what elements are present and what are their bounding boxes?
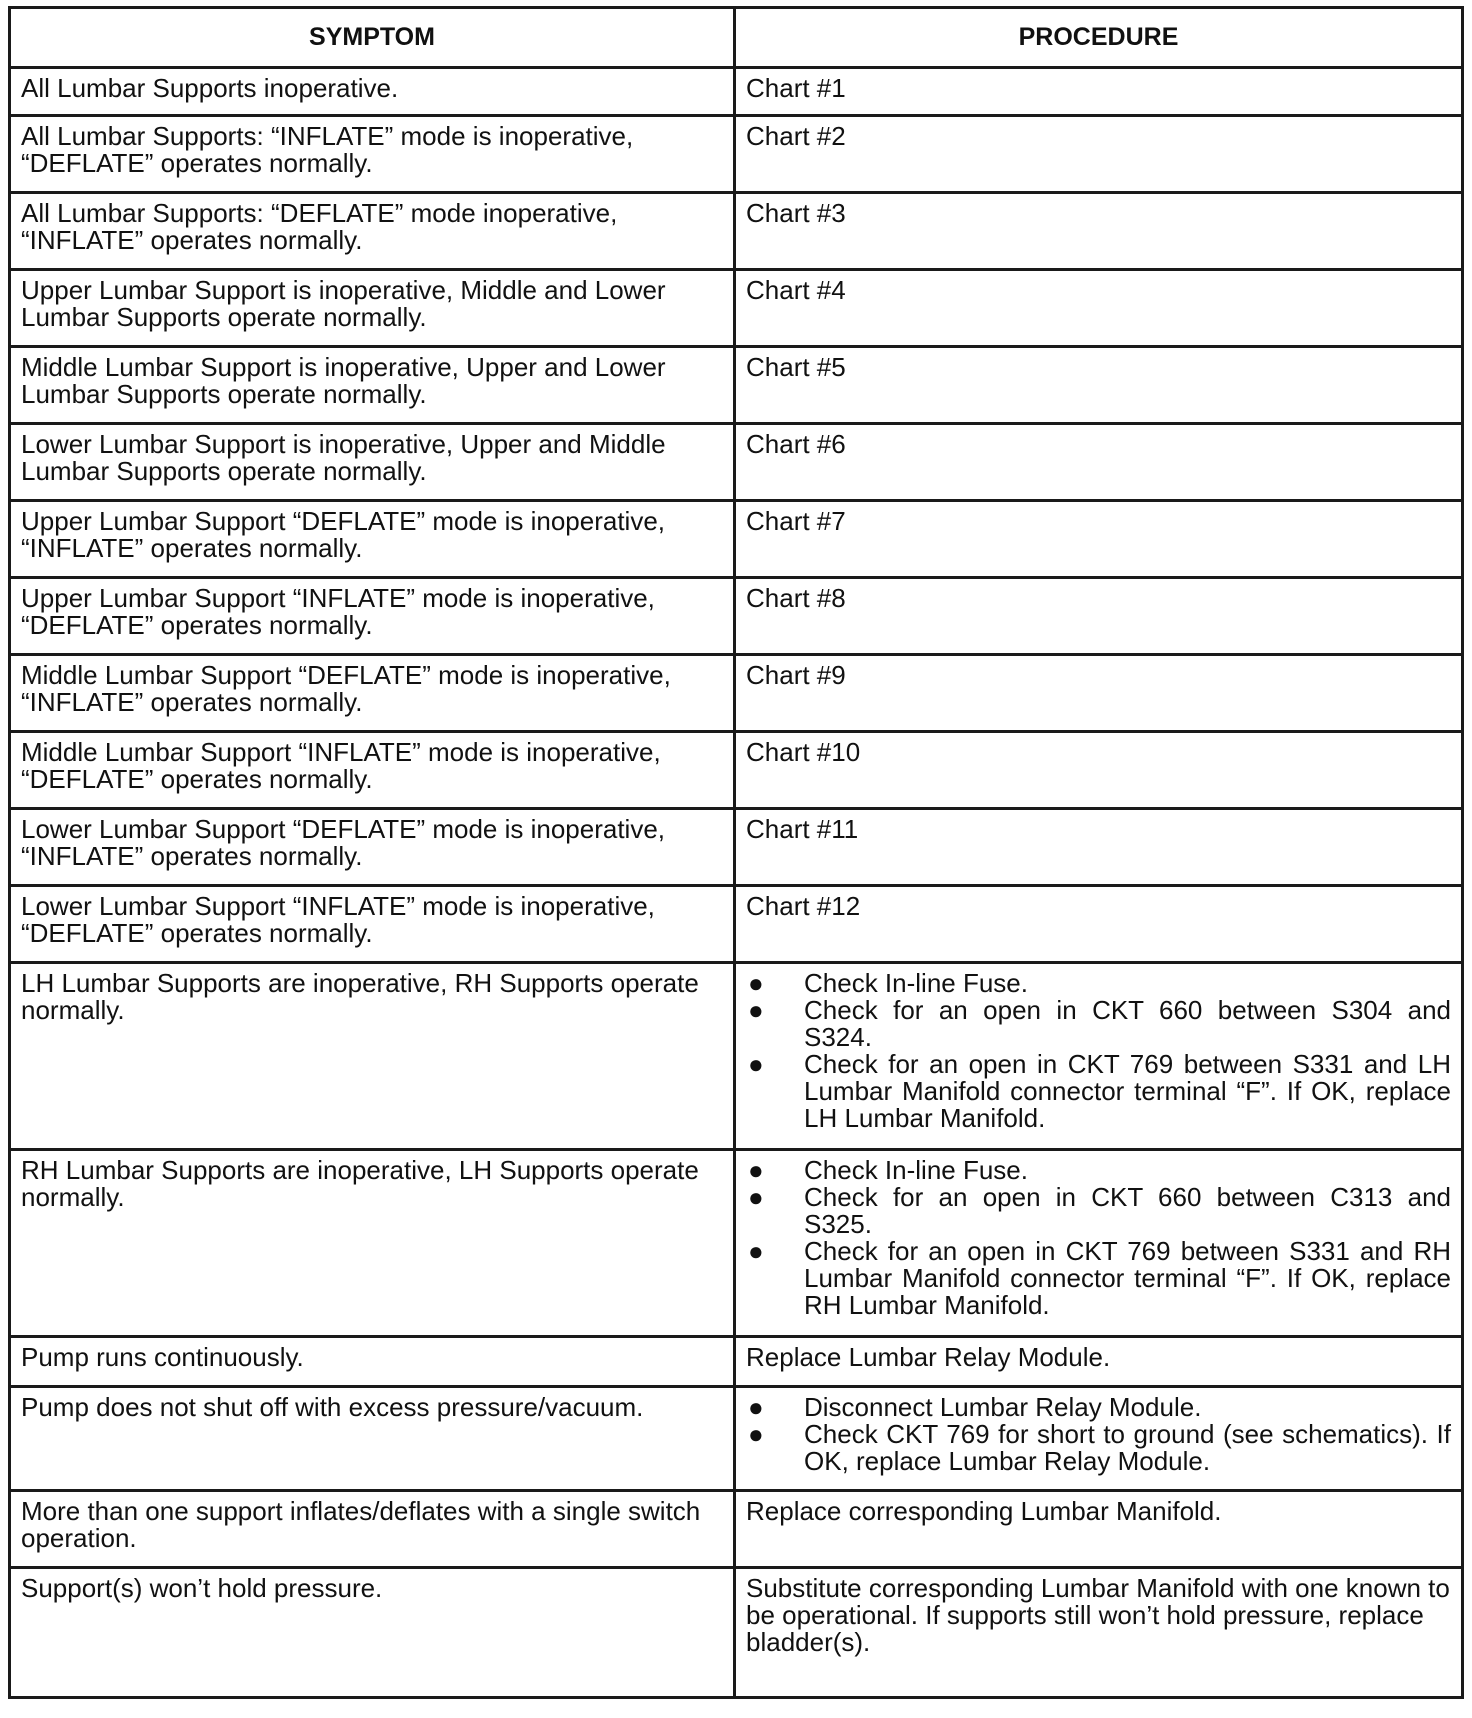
- symptom-cell: Upper Lumbar Support “INFLATE” mode is inoperative, “DEFLATE” operates normally.: [10, 578, 735, 655]
- table-row: [10, 68, 1463, 116]
- chart-reference: Chart #10: [735, 732, 1463, 809]
- chart-reference: Chart #12: [735, 886, 1463, 963]
- table-row: [10, 886, 1463, 963]
- bullet-icon: ●: [748, 1419, 764, 1449]
- symptom-cell: Middle Lumbar Support “INFLATE” mode is inoperative, “DEFLATE” operates normally.: [10, 732, 735, 809]
- procedure-cell: [735, 963, 1463, 1150]
- table-row: [10, 1337, 1463, 1387]
- procedure-steps: [746, 1394, 1451, 1475]
- procedure-cell: Substitute corresponding Lumbar Manifold with one known to be operational. If supports still won’t hold pressure, replace bladder(s).: [735, 1568, 1463, 1698]
- symptom-cell: More than one support inflates/deflates with a single switch operation.: [10, 1491, 735, 1568]
- symptom-cell: All Lumbar Supports: “DEFLATE” mode inoperative, “INFLATE” operates normally.: [10, 193, 735, 270]
- table-row: [10, 501, 1463, 578]
- diagnosis-table: [8, 6, 1464, 1699]
- chart-reference: Chart #7: [735, 501, 1463, 578]
- procedure-cell: [735, 1387, 1463, 1491]
- procedure-header: PROCEDURE: [735, 8, 1463, 68]
- chart-reference: Chart #2: [735, 116, 1463, 193]
- table-row: [10, 116, 1463, 193]
- bullet-icon: ●: [748, 968, 764, 998]
- procedure-step: [746, 1184, 1451, 1238]
- bullet-icon: ●: [748, 1182, 764, 1212]
- procedure-step: [746, 970, 1451, 997]
- chart-reference: Chart #8: [735, 578, 1463, 655]
- chart-reference: Chart #5: [735, 347, 1463, 424]
- table-row: [10, 1150, 1463, 1337]
- bullet-icon: ●: [748, 1236, 764, 1266]
- symptom-cell: Upper Lumbar Support is inoperative, Middle and Lower Lumbar Supports operate normally.: [10, 270, 735, 347]
- symptom-cell: Pump runs continuously.: [10, 1337, 735, 1387]
- procedure-cell: Replace Lumbar Relay Module.: [735, 1337, 1463, 1387]
- symptom-cell: Lower Lumbar Support “INFLATE” mode is inoperative, “DEFLATE” operates normally.: [10, 886, 735, 963]
- step-text: Check for an open in CKT 769 between S331 and RH Lumbar Manifold connector terminal “F”. If OK, replace RH Lumbar Manifold.: [804, 1236, 1451, 1320]
- table-row: [10, 809, 1463, 886]
- symptom-cell: RH Lumbar Supports are inoperative, LH Supports operate normally.: [10, 1150, 735, 1337]
- symptom-cell: Middle Lumbar Support “DEFLATE” mode is inoperative, “INFLATE” operates normally.: [10, 655, 735, 732]
- table-row: [10, 193, 1463, 270]
- bullet-icon: ●: [748, 1049, 764, 1079]
- table-row: [10, 424, 1463, 501]
- table-row: [10, 655, 1463, 732]
- bullet-icon: ●: [748, 995, 764, 1025]
- chart-reference: Chart #3: [735, 193, 1463, 270]
- procedure-step: [746, 1051, 1451, 1132]
- symptom-cell: Pump does not shut off with excess pressure/vacuum.: [10, 1387, 735, 1491]
- table-row: [10, 270, 1463, 347]
- procedure-cell: [735, 1150, 1463, 1337]
- bullet-icon: ●: [748, 1392, 764, 1422]
- header-row: [10, 8, 1463, 68]
- procedure-steps: [746, 1157, 1451, 1319]
- step-text: Disconnect Lumbar Relay Module.: [804, 1392, 1202, 1422]
- table-row: [10, 578, 1463, 655]
- chart-reference: Chart #11: [735, 809, 1463, 886]
- procedure-step: [746, 997, 1451, 1051]
- procedure-step: [746, 1157, 1451, 1184]
- symptom-cell: Middle Lumbar Support is inoperative, Upper and Lower Lumbar Supports operate normally.: [10, 347, 735, 424]
- table-row: [10, 1568, 1463, 1698]
- symptom-cell: Lower Lumbar Support “DEFLATE” mode is inoperative, “INFLATE” operates normally.: [10, 809, 735, 886]
- procedure-cell: Replace corresponding Lumbar Manifold.: [735, 1491, 1463, 1568]
- symptom-cell: All Lumbar Supports inoperative.: [10, 68, 735, 116]
- table-row: [10, 732, 1463, 809]
- symptom-cell: Upper Lumbar Support “DEFLATE” mode is inoperative, “INFLATE” operates normally.: [10, 501, 735, 578]
- procedure-step: [746, 1394, 1451, 1421]
- symptom-cell: LH Lumbar Supports are inoperative, RH Supports operate normally.: [10, 963, 735, 1150]
- table-row: [10, 1387, 1463, 1491]
- table-row: [10, 347, 1463, 424]
- procedure-steps: [746, 970, 1451, 1132]
- chart-reference: Chart #9: [735, 655, 1463, 732]
- document-page: [8, 6, 1461, 1699]
- symptom-cell: All Lumbar Supports: “INFLATE” mode is inoperative, “DEFLATE” operates normally.: [10, 116, 735, 193]
- procedure-step: [746, 1421, 1451, 1475]
- table-row: [10, 963, 1463, 1150]
- procedure-step: [746, 1238, 1451, 1319]
- step-text: Check In-line Fuse.: [804, 968, 1028, 998]
- step-text: Check for an open in CKT 660 between C313 and S325.: [804, 1182, 1451, 1239]
- symptom-header: SYMPTOM: [10, 8, 735, 68]
- chart-reference: Chart #1: [735, 68, 1463, 116]
- chart-reference: Chart #4: [735, 270, 1463, 347]
- step-text: Check In-line Fuse.: [804, 1155, 1028, 1185]
- chart-reference: Chart #6: [735, 424, 1463, 501]
- step-text: Check for an open in CKT 660 between S304 and S324.: [804, 995, 1451, 1052]
- symptom-cell: Support(s) won’t hold pressure.: [10, 1568, 735, 1698]
- table-row: [10, 1491, 1463, 1568]
- step-text: Check for an open in CKT 769 between S331 and LH Lumbar Manifold connector terminal “F”. If OK, replace LH Lumbar Manifold.: [804, 1049, 1451, 1133]
- symptom-cell: Lower Lumbar Support is inoperative, Upper and Middle Lumbar Supports operate normally.: [10, 424, 735, 501]
- bullet-icon: ●: [748, 1155, 764, 1185]
- step-text: Check CKT 769 for short to ground (see schematics). If OK, replace Lumbar Relay Module.: [804, 1419, 1451, 1476]
